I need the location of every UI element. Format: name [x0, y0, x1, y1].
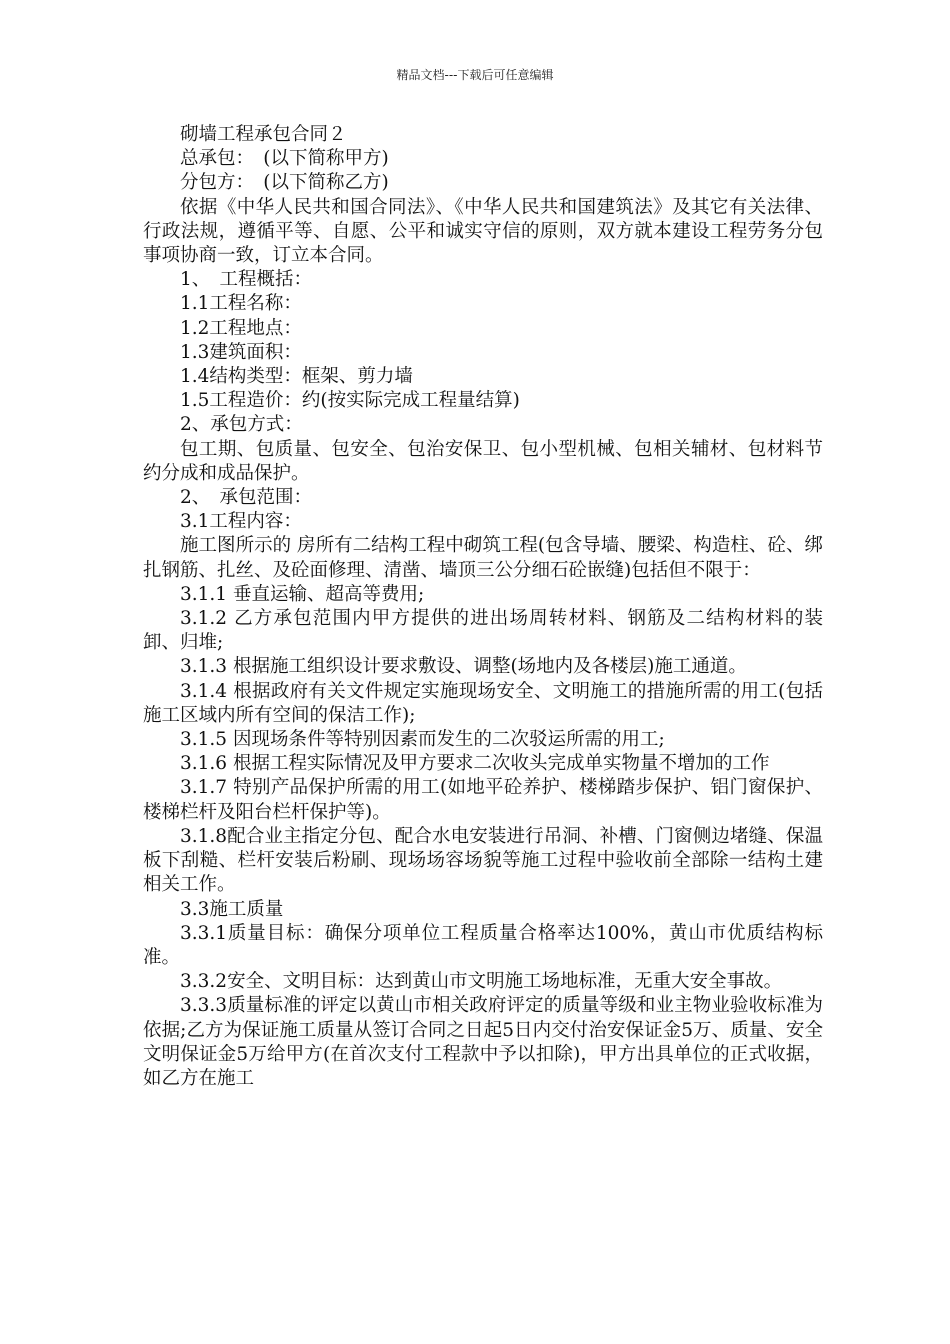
clause-1-5: 1.5工程造价：约(按实际完成工程量结算): [180, 390, 520, 412]
clause-1-3: 1.3建筑面积：: [180, 341, 302, 363]
page-header: 精品文档---下载后可任意编辑: [396, 68, 554, 82]
contract-body: [143, 123, 823, 1091]
scope-heading: 2、 承包范围：: [180, 487, 313, 509]
section-2-heading: 2、承包方式：: [180, 414, 303, 436]
clause-1-4: 1.4结构类型：框架、剪力墙: [180, 366, 413, 388]
clause-1-2: 1.2工程地点：: [180, 317, 302, 339]
clause-3-1-2: 3.1.2 乙方承包范围内甲方提供的进出场周转材料、钢筋及二结构材料的装卸、归堆;: [143, 608, 823, 654]
clause-3-3-1: 3.3.1质量目标：确保分项单位工程质量合格率达100%，黄山市优质结构标准。: [143, 922, 823, 968]
clause-3-3: 3.3施工质量: [180, 898, 284, 920]
clause-3-1-1: 3.1.1 垂直运输、超高等费用;: [180, 583, 425, 605]
clause-3-3-3: 3.3.3质量标准的评定以黄山市相关政府评定的质量等级和业主物业验收标准为依据;乙方为保证施工质量从签订合同之日起5日内交付治安保证金5万、质量、安全文明保证金5万给甲方(在首次支付工程款中予以扣除)，甲方出具单位的正式收据，如乙方在施工: [143, 995, 823, 1089]
preamble-paragraph: 依据《中华人民共和国合同法》、《中华人民共和国建筑法》及其它有关法律、行政法规，遵循平等、自愿、公平和诚实守信的原则，双方就本建设工程劳务分包事项协商一致，订立本合同。: [143, 196, 823, 267]
party-a-line: 总承包： (以下简称甲方): [180, 148, 389, 170]
section-1-heading: 1、 工程概括：: [180, 269, 313, 291]
clause-3-1-8: 3.1.8配合业主指定分包、配合水电安装进行吊洞、补槽、门窗侧边堵缝、保温板下刮糙、栏杆安装后粉刷、现场场容场貌等施工过程中验收前全部除一结构土建相关工作。: [143, 825, 823, 896]
party-b-line: 分包方： (以下简称乙方): [180, 172, 389, 194]
clause-3-1-5: 3.1.5 因现场条件等特别因素而发生的二次驳运所需的用工;: [180, 729, 665, 751]
clause-3-1-6: 3.1.6 根据工程实际情况及甲方要求二次收头完成单实物量不增加的工作: [180, 753, 770, 775]
clause-3-1: 3.1工程内容：: [180, 511, 302, 533]
contract-method-paragraph: 包工期、包质量、包安全、包治安保卫、包小型机械、包相关辅材、包材料节约分成和成品保护。: [143, 438, 823, 484]
doc-title: 砌墙工程承包合同２: [180, 124, 347, 145]
clause-3-1-7: 3.1.7 特别产品保护所需的用工(如地平砼养护、楼梯踏步保护、铝门窗保护、楼梯栏杆及阳台栏杆保护等)。: [143, 777, 823, 823]
clause-3-1-3: 3.1.3 根据施工组织设计要求敷设、调整(场地内及各楼层)施工通道。: [180, 656, 747, 678]
work-content-paragraph: 施工图所示的 房所有二结构工程中砌筑工程(包含导墙、腰梁、构造柱、砼、绑扎钢筋、扎丝、及砼面修理、清凿、墙顶三公分细石砼嵌缝)包括但不限于：: [143, 535, 823, 581]
clause-3-3-2: 3.3.2安全、文明目标：达到黄山市文明施工场地标准，无重大安全事故。: [180, 971, 783, 993]
clause-1-1: 1.1工程名称：: [180, 293, 302, 315]
clause-3-1-4: 3.1.4 根据政府有关文件规定实施现场安全、文明施工的措施所需的用工(包括施工区域内所有空间的保洁工作);: [143, 680, 823, 726]
